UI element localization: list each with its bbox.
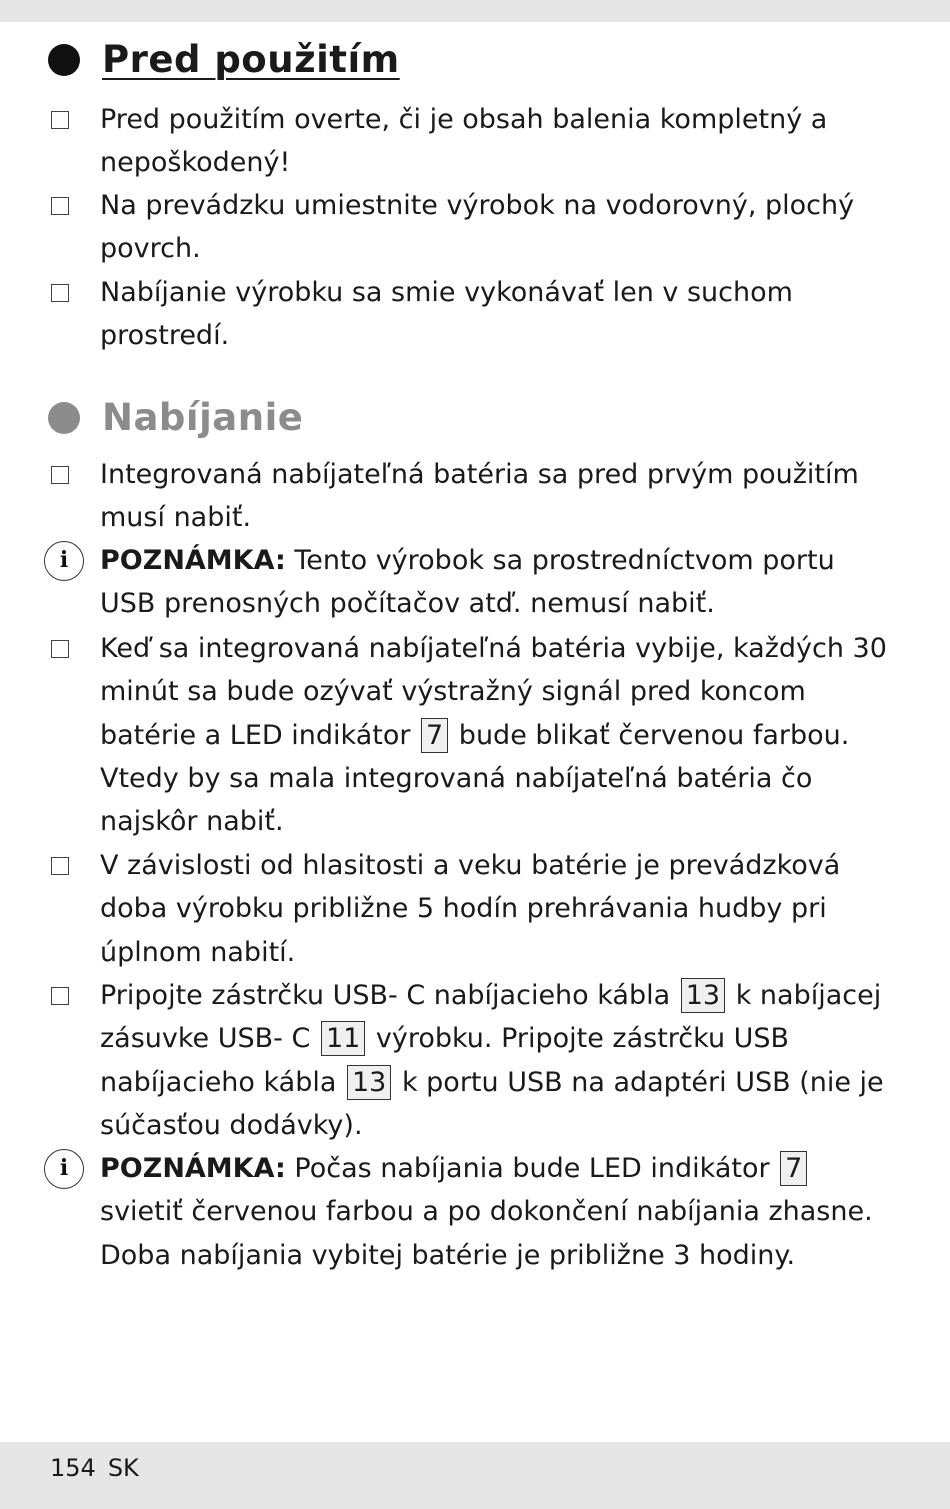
list-item-text: k portu USB na adaptéri USB (nie je súčasťou dodávky). <box>100 1066 884 1141</box>
note-label: POZNÁMKA: <box>100 1153 286 1184</box>
reference-number-badge: 13 <box>347 1065 391 1100</box>
list-item <box>100 844 890 974</box>
top-bar <box>0 0 950 22</box>
list-item-text: Integrovaná nabíjateľná batéria sa pred prvým použitím musí nabiť. <box>100 459 859 534</box>
list-item-text: Keď sa integrovaná nabíjateľná batéria vybije, každých 30 minút sa bude ozývať výstražný signál pred koncom batérie a LED indikátor <box>100 633 887 751</box>
language-code: SK <box>107 1454 139 1482</box>
section-title: Pred použitím <box>102 38 400 81</box>
reference-number-badge: 7 <box>421 718 448 753</box>
list-item-text: V závislosti od hlasitosti a veku batérie je prevádzková doba výrobku približne 5 hodín prehrávania hudby pri úplnom nabití. <box>100 850 841 968</box>
list-item <box>100 98 890 185</box>
section-title: Nabíjanie <box>102 396 304 439</box>
section-heading-charging <box>48 396 303 439</box>
footer-text <box>50 1454 151 1482</box>
list-item-text: Pripojte zástrčku USB- C nabíjacieho kábla <box>100 980 679 1011</box>
list-item-text: Nabíjanie výrobku sa smie vykonávať len v suchom prostredí. <box>100 277 793 352</box>
note-text: Tento výrobok sa prostredníctvom portu USB prenosných počítačov atď. nemusí nabiť. <box>100 545 835 620</box>
note-text: svietiť červenou farbou a po dokončení nabíjania zhasne. Doba nabíjania vybitej batérie je približne 3 hodiny. <box>100 1196 873 1271</box>
section-heading-before-use <box>48 38 400 81</box>
checkbox-square-icon <box>51 640 69 658</box>
page-number: 154 <box>50 1454 96 1482</box>
list-item-text: Pred použitím overte, či je obsah balenia kompletný a nepoškodený! <box>100 104 828 179</box>
checkbox-square-icon <box>51 987 69 1005</box>
list-item-text: Na prevádzku umiestnite výrobok na vodorovný, plochý povrch. <box>100 190 855 265</box>
checkbox-square-icon <box>51 111 69 129</box>
info-icon: i <box>44 1149 84 1189</box>
list-item <box>100 271 890 358</box>
list-item <box>100 627 890 843</box>
bullet-dot-icon <box>48 44 80 76</box>
info-icon: i <box>44 541 84 581</box>
reference-number-badge: 13 <box>681 978 725 1013</box>
checkbox-square-icon <box>51 284 69 302</box>
note-block <box>59 539 890 626</box>
bullet-dot-icon <box>48 402 80 434</box>
checkbox-square-icon <box>51 197 69 215</box>
note-text: Počas nabíjania bude LED indikátor <box>285 1153 779 1184</box>
checkbox-square-icon <box>51 466 69 484</box>
list-item-text: k nabíjacej zásuvke USB- C <box>100 980 882 1055</box>
list-item-text: bude blikať červenou farbou. Vtedy by sa mala integrovaná nabíjateľná batéria čo najskôr nabiť. <box>100 719 850 838</box>
list-item <box>100 184 890 271</box>
reference-number-badge: 11 <box>321 1021 365 1056</box>
note-label: POZNÁMKA: <box>100 545 286 576</box>
reference-number-badge: 7 <box>780 1151 807 1186</box>
list-item <box>100 453 890 540</box>
list-item-text: výrobku. Pripojte zástrčku USB nabíjacieho kábla <box>100 1023 790 1098</box>
list-item <box>100 974 890 1147</box>
note-block <box>59 1147 890 1277</box>
checkbox-square-icon <box>51 857 69 875</box>
